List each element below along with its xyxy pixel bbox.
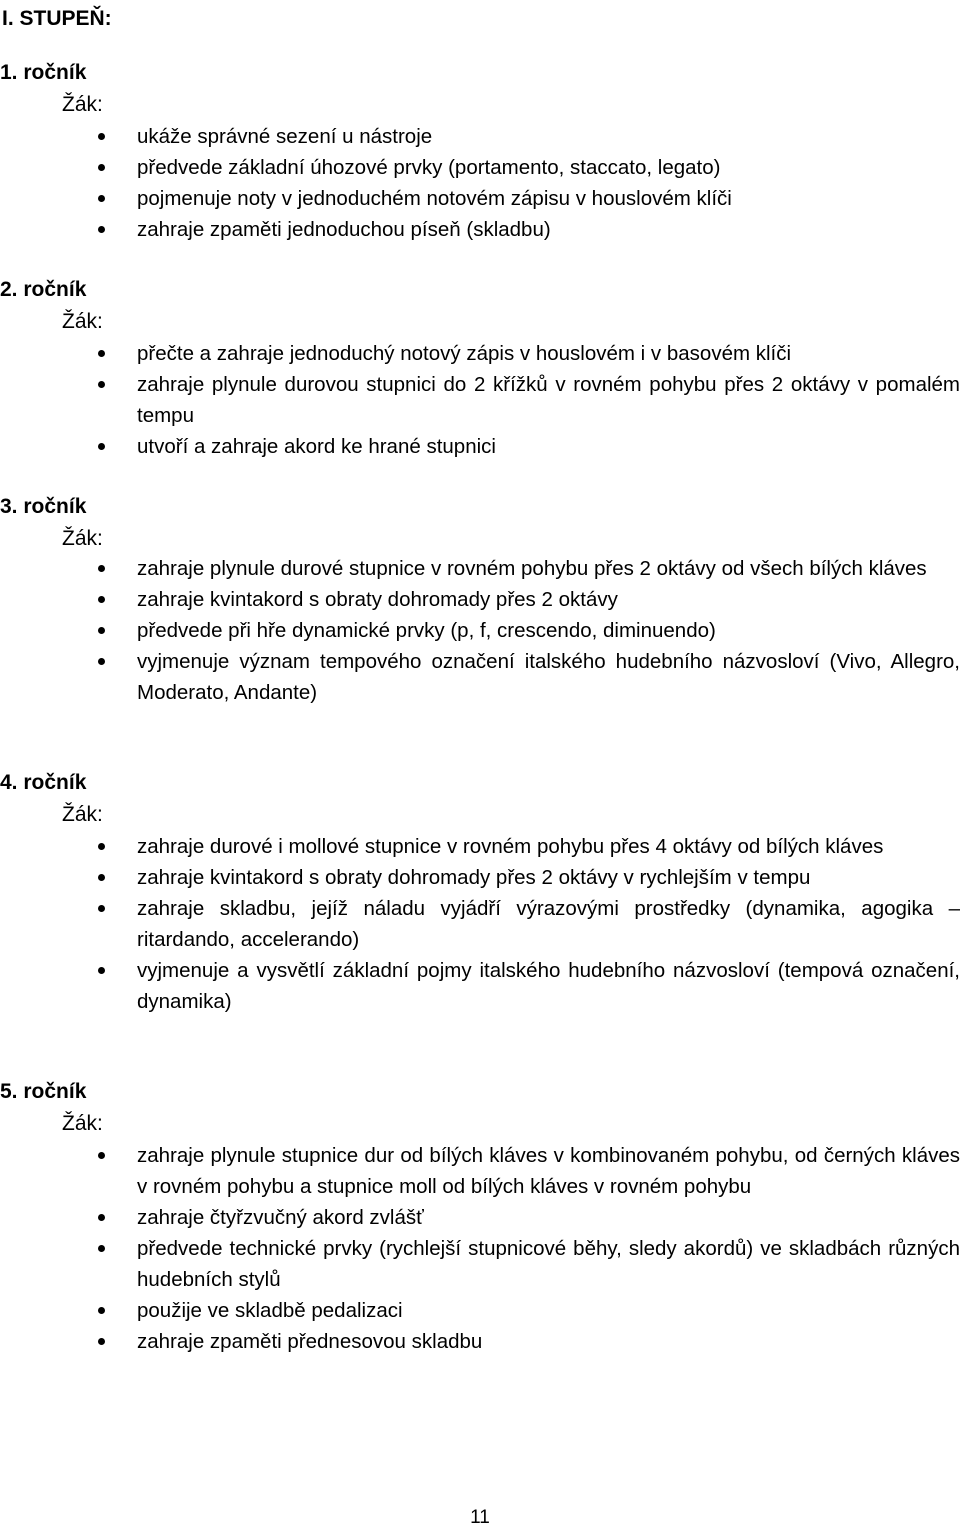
list-item-text: zahraje zpaměti přednesovou skladbu xyxy=(137,1330,483,1353)
outcome-list xyxy=(0,1140,960,1357)
list-item-text: zahraje skladbu, jejíž náladu vyjádří výrazovými prostředky (dynamika, agogika – ritardando, accelerando) xyxy=(137,897,960,951)
pupil-label: Žák: xyxy=(62,93,103,116)
pupil-label: Žák: xyxy=(62,310,103,333)
bullet-icon xyxy=(98,226,105,233)
list-item-text: předvede při hře dynamické prvky (p, f, crescendo, diminuendo) xyxy=(137,619,716,642)
list-item xyxy=(0,1140,960,1202)
list-item xyxy=(0,862,960,893)
bullet-icon xyxy=(98,874,105,881)
grade-title: 2. ročník xyxy=(0,278,87,301)
list-item xyxy=(0,893,960,955)
list-item xyxy=(0,121,960,152)
list-item xyxy=(0,183,960,214)
bullet-icon xyxy=(98,1245,105,1252)
list-item-text: zahraje kvintakord s obraty dohromady přes 2 oktávy xyxy=(137,588,618,611)
outcome-list xyxy=(0,831,960,1017)
outcome-list xyxy=(0,338,960,462)
list-item-text: zahraje plynule durovou stupnici do 2 křížků v rovném pohybu přes 2 oktávy v pomalém tempu xyxy=(137,373,960,427)
bullet-icon xyxy=(98,658,105,665)
list-item xyxy=(0,831,960,862)
list-item-text: ukáže správné sezení u nástroje xyxy=(137,125,433,148)
list-item xyxy=(0,1202,960,1233)
list-item-text: vyjmenuje a vysvětlí základní pojmy italského hudebního názvosloví (tempová označení, dynamika) xyxy=(137,959,960,1013)
list-item xyxy=(0,646,960,708)
bullet-icon xyxy=(98,843,105,850)
bullet-icon xyxy=(98,1152,105,1159)
list-item xyxy=(0,338,960,369)
list-item-text: zahraje plynule stupnice dur od bílých kláves v kombinovaném pohybu, od černých kláves v rovném pohybu a stupnice moll od bílých kláves v rovném pohybu xyxy=(137,1144,960,1198)
bullet-icon xyxy=(98,905,105,912)
grade-title: 4. ročník xyxy=(0,771,87,794)
bullet-icon xyxy=(98,350,105,357)
outcome-list xyxy=(0,553,960,708)
bullet-icon xyxy=(98,1307,105,1314)
bullet-icon xyxy=(98,164,105,171)
page-heading: I. STUPEŇ: xyxy=(2,7,112,30)
bullet-icon xyxy=(98,1338,105,1345)
list-item-text: vyjmenuje význam tempového označení italského hudebního názvosloví (Vivo, Allegro, Moderato, Andante) xyxy=(137,650,960,704)
bullet-icon xyxy=(98,565,105,572)
bullet-icon xyxy=(98,381,105,388)
bullet-icon xyxy=(98,596,105,603)
list-item-text: utvoří a zahraje akord ke hrané stupnici xyxy=(137,435,496,458)
list-item xyxy=(0,615,960,646)
list-item xyxy=(0,431,960,462)
list-item-text: přečte a zahraje jednoduchý notový zápis v houslovém i v basovém klíči xyxy=(137,342,792,365)
list-item-text: zahraje zpaměti jednoduchou píseň (skladbu) xyxy=(137,218,551,241)
list-item-text: zahraje plynule durové stupnice v rovném pohybu přes 2 oktávy od všech bílých kláves xyxy=(137,557,927,580)
list-item xyxy=(0,214,960,245)
list-item xyxy=(0,369,960,431)
list-item-text: použije ve skladbě pedalizaci xyxy=(137,1299,403,1322)
list-item-text: zahraje kvintakord s obraty dohromady přes 2 oktávy v rychlejším v tempu xyxy=(137,866,811,889)
bullet-icon xyxy=(98,627,105,634)
list-item-text: zahraje čtyřzvučný akord zvlášť xyxy=(137,1206,424,1229)
outcome-list xyxy=(0,121,960,245)
list-item-text: předvede technické prvky (rychlejší stupnicové běhy, sledy akordů) ve skladbách různých hudebních stylů xyxy=(137,1237,960,1291)
list-item-text: předvede základní úhozové prvky (portamento, staccato, legato) xyxy=(137,156,721,179)
bullet-icon xyxy=(98,133,105,140)
grade-title: 5. ročník xyxy=(0,1080,87,1103)
grade-title: 1. ročník xyxy=(0,61,87,84)
pupil-label: Žák: xyxy=(62,803,103,826)
list-item xyxy=(0,1295,960,1326)
list-item xyxy=(0,553,960,584)
list-item xyxy=(0,955,960,1017)
bullet-icon xyxy=(98,195,105,202)
bullet-icon xyxy=(98,1214,105,1221)
list-item xyxy=(0,1233,960,1295)
list-item-text: zahraje durové i mollové stupnice v rovném pohybu přes 4 oktávy od bílých kláves xyxy=(137,835,884,858)
page-number: 11 xyxy=(470,1507,490,1528)
bullet-icon xyxy=(98,443,105,450)
pupil-label: Žák: xyxy=(62,527,103,550)
list-item-text: pojmenuje noty v jednoduchém notovém zápisu v houslovém klíči xyxy=(137,187,732,210)
list-item xyxy=(0,584,960,615)
grade-title: 3. ročník xyxy=(0,495,87,518)
list-item xyxy=(0,152,960,183)
list-item xyxy=(0,1326,960,1357)
bullet-icon xyxy=(98,967,105,974)
pupil-label: Žák: xyxy=(62,1112,103,1135)
